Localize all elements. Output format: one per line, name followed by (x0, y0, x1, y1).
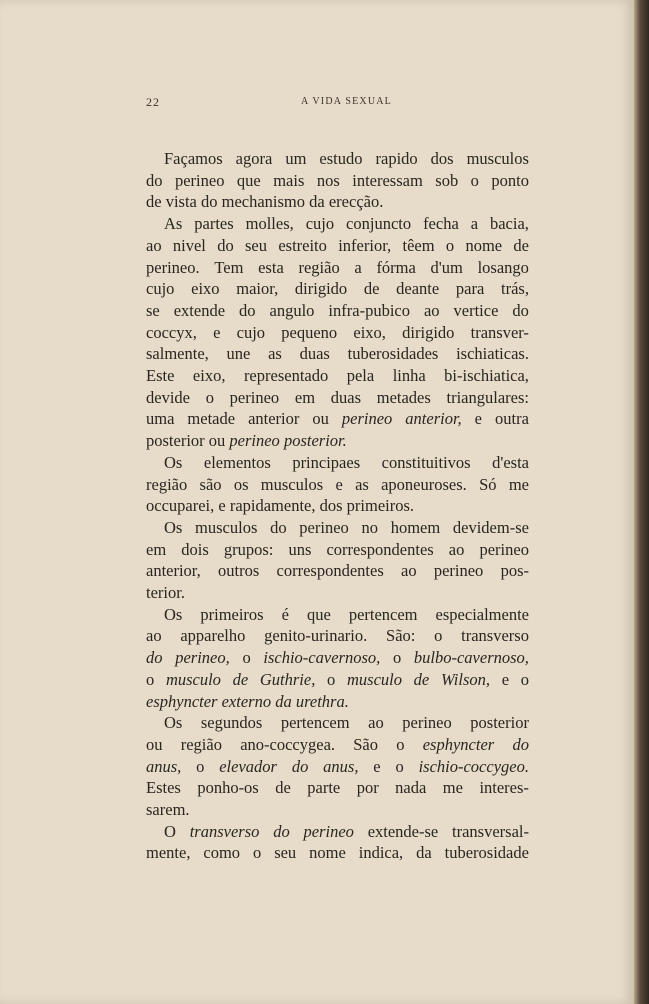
text-line: salmente, une as duas tuberosidades ischiaticas. (146, 344, 529, 364)
text-line: Os elementos principaes constituitivos d'esta (164, 452, 529, 472)
text-line: Os segundos pertencem ao perineo posterior (164, 713, 529, 733)
text-line: do perineo, o ischio-cavernoso, o bulbo-cavernoso, (146, 648, 529, 668)
text-line: se extende do angulo infra-pubico ao vertice do (146, 300, 529, 320)
text-line: As partes molles, cujo conjuncto fecha a bacia, (164, 214, 529, 234)
text-line: uma metade anterior ou perineo anterior, e outra (146, 409, 529, 429)
text-line: mente, como o seu nome indica, da tuberosidade (146, 843, 529, 863)
text-line: devide o perineo em duas metades triangulares: (146, 387, 529, 407)
text-line: coccyx, e cujo pequeno eixo, dirigido transver- (146, 322, 529, 342)
text-line: posterior ou perineo posterior. (146, 431, 347, 451)
page-header (146, 95, 536, 111)
text-line: Os primeiros é que pertencem especialmente (164, 604, 529, 624)
text-line: ao apparelho genito-urinario. São: o transverso (146, 626, 529, 646)
text-line: Façamos agora um estudo rapido dos musculos (164, 149, 529, 168)
text-line: occuparei, e rapidamente, dos primeiros. (146, 496, 415, 516)
text-line: Estes ponho-os de parte por nada me interes- (146, 778, 529, 798)
text-line: em dois grupos: uns correspondentes ao perineo (146, 539, 529, 559)
text-line: sarem. (146, 800, 190, 819)
text-line: esphyncter externo da urethra. (146, 691, 349, 711)
text-line: ou região ano-coccygea. São o esphyncter do (146, 734, 529, 754)
text-line: de vista do mechanismo da erecção. (146, 192, 384, 212)
text-line: anus, o elevador do anus, e o ischio-coccygeo. (146, 756, 529, 776)
text-line: do perineo que mais nos interessam sob o ponto (146, 170, 529, 190)
page-number: 22 (146, 95, 160, 109)
text-line: região são os musculos e as aponeuroses. Só me (146, 474, 529, 494)
text-line: ao nivel do seu estreito inferior, têem o nome de (146, 235, 529, 255)
text-line: Este eixo, representado pela linha bi-ischiatica, (146, 366, 529, 385)
text-line: perineo. Tem esta região a fórma d'um losango (146, 257, 529, 277)
book-spine-edge (634, 0, 649, 1004)
text-line: cujo eixo maior, dirigido de deante para trás, (146, 279, 529, 299)
text-line: Os musculos do perineo no homem devidem-se (164, 517, 529, 537)
running-head: A VIDA SEXUAL (301, 96, 392, 107)
text-line: anterior, outros correspondentes ao perineo pos- (146, 561, 529, 581)
text-line: o musculo de Guthrie, o musculo de Wilson, e o (146, 669, 529, 689)
text-line: terior. (146, 583, 185, 602)
text-line: O transverso do perineo extende-se transversal- (164, 821, 529, 841)
